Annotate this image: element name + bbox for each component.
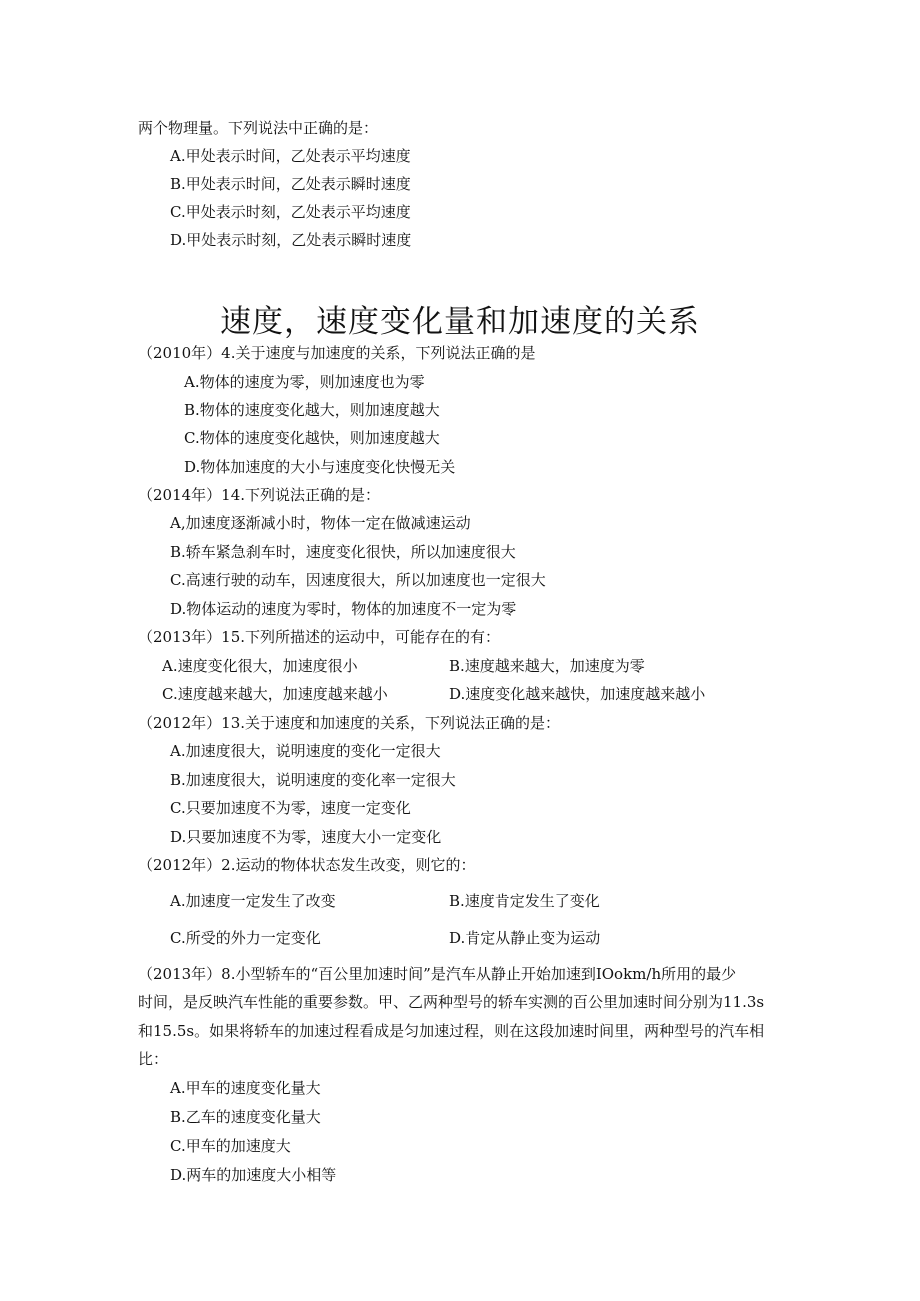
q6-stem-line-3: 和15.5s。如果将轿车的加速过程看成是匀加速过程，则在这段加速时间里，两种型号的汽车相 [138,1022,765,1040]
q1-stem: （2010年）4.关于速度与加速度的关系，下列说法正确的是 [138,344,536,362]
q4-option-a: A.加速度很大，说明速度的变化一定很大 [170,742,441,760]
q5-option-b: B.速度肯定发生了变化 [449,892,600,910]
q6-option-d: D.两车的加速度大小相等 [170,1166,337,1184]
q2-option-a: A,加速度逐渐减小时，物体一定在做减速运动 [170,514,471,532]
section-title: 速度，速度变化量和加速度的关系 [220,304,700,340]
q3-option-b: B.速度越来越大，加速度为零 [449,657,645,675]
q4-option-b: B.加速度很大，说明速度的变化率一定很大 [170,771,456,789]
q5-option-c: C.所受的外力一定变化 [170,929,321,947]
q4-option-c: C.只要加速度不为零，速度一定变化 [170,799,411,817]
q2-option-c: C.高速行驶的动车，因速度很大，所以加速度也一定很大 [170,571,546,589]
q1-option-d: D.物体加速度的大小与速度变化快慢无关 [184,458,456,476]
intro-line: 两个物理量。下列说法中正确的是： [138,119,379,137]
q1-option-b: B.物体的速度变化越大，则加速度越大 [184,401,440,419]
q3-option-c: C.速度越来越大，加速度越来越小 [162,685,388,703]
q6-stem-line-1: （2013年）8.小型轿车的“百公里加速时间”是汽车从静止开始加速到IOokm/h所用的最少 [138,965,737,983]
intro-option-a: A.甲处表示时间，乙处表示平均速度 [170,147,411,165]
q3-option-d: D.速度变化越来越快，加速度越来越小 [449,685,706,703]
q1-option-c: C.物体的速度变化越快，则加速度越大 [184,429,440,447]
q2-option-d: D.物体运动的速度为零时，物体的加速度不一定为零 [170,600,517,618]
intro-option-b: B.甲处表示时间，乙处表示瞬时速度 [170,175,411,193]
q3-option-a: A.速度变化很大，加速度很小 [162,657,358,675]
intro-option-d: D.甲处表示时刻，乙处表示瞬时速度 [170,231,412,249]
q6-stem-line-2: 时间，是反映汽车性能的重要参数。甲、乙两种型号的轿车实测的百公里加速时间分别为11.3s [138,993,765,1011]
q5-stem: （2012年）2.运动的物体状态发生改变，则它的： [138,856,476,874]
q1-option-a: A.物体的速度为零，则加速度也为零 [184,373,425,391]
q6-stem-line-4: 比： [138,1050,169,1068]
q6-option-c: C.甲车的加速度大 [170,1137,291,1155]
q3-stem: （2013年）15.下列所描述的运动中，可能存在的有： [138,628,501,646]
q2-option-b: B.轿车紧急刹车时，速度变化很快，所以加速度很大 [170,543,516,561]
q6-option-a: A.甲车的速度变化量大 [170,1079,321,1097]
q5-option-d: D.肯定从静止变为运动 [449,929,601,947]
q4-option-d: D.只要加速度不为零，速度大小一定变化 [170,828,442,846]
intro-option-c: C.甲处表示时刻，乙处表示平均速度 [170,203,411,221]
q4-stem: （2012年）13.关于速度和加速度的关系，下列说法正确的是： [138,714,561,732]
q5-option-a: A.加速度一定发生了改变 [170,892,336,910]
q2-stem: （2014年）14.下列说法正确的是： [138,486,381,504]
q6-option-b: B.乙车的速度变化量大 [170,1108,321,1126]
